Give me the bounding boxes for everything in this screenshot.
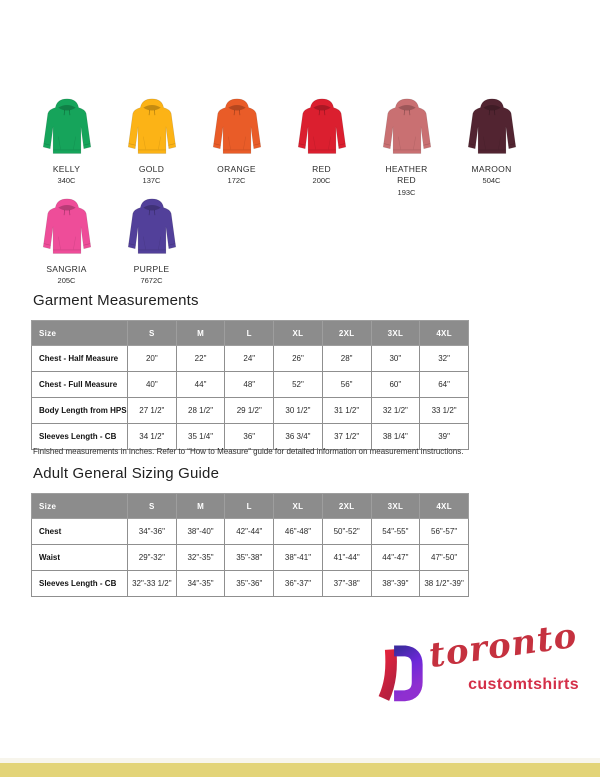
measurement-cell: 40": [128, 372, 177, 398]
color-name: ORANGE: [217, 164, 256, 174]
row-label: Chest: [32, 519, 128, 545]
sizing-guide-table: [31, 493, 469, 597]
measurement-cell: 38 1/2"-39": [420, 571, 469, 597]
pantone-code: 137C: [142, 176, 161, 186]
measurement-cell: 28": [322, 346, 371, 372]
brand-text: [426, 615, 581, 694]
measurement-cell: 29 1/2": [225, 398, 274, 424]
measurement-cell: 34"-36": [128, 519, 177, 545]
measurement-cell: 44"-47": [371, 545, 420, 571]
measurement-cell: 24": [225, 346, 274, 372]
color-name: PURPLE: [133, 264, 170, 274]
hoodie-icon: [463, 97, 521, 160]
brand-subtitle: customtshirts: [468, 676, 580, 694]
column-header: M: [176, 321, 225, 346]
sizing-guide-title: Adult General Sizing Guide: [33, 465, 220, 482]
color-name: MAROON: [471, 164, 512, 174]
measurement-cell: 37"-38": [322, 571, 371, 597]
row-label: Chest - Full Measure: [32, 372, 128, 398]
measurement-cell: 50"-52": [322, 519, 371, 545]
color-swatch: [109, 197, 194, 297]
column-header: 4XL: [420, 494, 469, 519]
measurement-cell: 35"-36": [225, 571, 274, 597]
pantone-code: 172C: [227, 176, 246, 186]
measurement-cell: 37 1/2": [322, 424, 371, 450]
measurement-cell: 22": [176, 346, 225, 372]
tc-monogram-icon: [356, 636, 424, 712]
column-header: 2XL: [322, 321, 371, 346]
measurement-cell: 38"-39": [371, 571, 420, 597]
color-swatch: [24, 197, 109, 297]
measurement-cell: 39": [420, 424, 469, 450]
measurement-cell: 38"-41": [274, 545, 323, 571]
color-swatch: [194, 97, 279, 197]
table-row: [32, 519, 469, 545]
measurement-cell: 46"-48": [274, 519, 323, 545]
measurement-cell: 54"-55": [371, 519, 420, 545]
table-row: [32, 372, 469, 398]
hoodie-icon: [38, 97, 96, 160]
color-swatch: [364, 97, 449, 197]
color-swatches: [24, 97, 540, 297]
color-swatch: [279, 97, 364, 197]
measurement-cell: 44": [176, 372, 225, 398]
measurement-cell: 41"-44": [322, 545, 371, 571]
header-row: [32, 321, 469, 346]
color-name: SANGRIA: [46, 264, 87, 274]
measurement-cell: 32": [420, 346, 469, 372]
pantone-code: 504C: [482, 176, 501, 186]
column-header: L: [225, 321, 274, 346]
measurement-cell: 36 3/4": [274, 424, 323, 450]
hoodie-icon: [378, 97, 436, 160]
measurement-cell: 26": [274, 346, 323, 372]
measurement-cell: 30 1/2": [274, 398, 323, 424]
measurement-cell: 33 1/2": [420, 398, 469, 424]
hoodie-icon: [123, 97, 181, 160]
hoodie-icon: [293, 97, 351, 160]
row-label: Sleeves Length - CB: [32, 571, 128, 597]
measurement-cell: 32"-35": [176, 545, 225, 571]
column-header: Size: [32, 321, 128, 346]
row-label: Waist: [32, 545, 128, 571]
measurement-cell: 34"-35": [176, 571, 225, 597]
color-name: GOLD: [138, 164, 165, 174]
header-row: [32, 494, 469, 519]
measurement-cell: 35"-38": [225, 545, 274, 571]
row-label: Body Length from HPS: [32, 398, 128, 424]
brand-logo: [356, 615, 581, 712]
hoodie-icon: [38, 197, 96, 260]
measurement-cell: 32"-33 1/2": [128, 571, 177, 597]
column-header: M: [176, 494, 225, 519]
garment-measurements-table: [31, 320, 469, 450]
row-label: Chest - Half Measure: [32, 346, 128, 372]
measurement-cell: 48": [225, 372, 274, 398]
column-header: L: [225, 494, 274, 519]
measurement-cell: 38"-40": [176, 519, 225, 545]
measurement-cell: 56"-57": [420, 519, 469, 545]
table-row: [32, 346, 469, 372]
measurement-cell: 34 1/2": [128, 424, 177, 450]
measurement-cell: 42"-44": [225, 519, 274, 545]
brand-name: toronto: [426, 615, 580, 676]
measurement-cell: 56": [322, 372, 371, 398]
measurement-cell: 47"-50": [420, 545, 469, 571]
table-row: [32, 424, 469, 450]
garment-measurements-title: Garment Measurements: [33, 292, 199, 309]
table-row: [32, 545, 469, 571]
hoodie-icon: [123, 197, 181, 260]
pantone-code: 193C: [397, 187, 416, 197]
color-name: KELLY: [52, 164, 81, 174]
column-header: 4XL: [420, 321, 469, 346]
color-name: RED: [312, 164, 331, 174]
measurement-cell: 27 1/2": [128, 398, 177, 424]
measurement-cell: 52": [274, 372, 323, 398]
column-header: S: [128, 494, 177, 519]
measurement-cell: 38 1/4": [371, 424, 420, 450]
column-header: 2XL: [322, 494, 371, 519]
column-header: XL: [274, 321, 323, 346]
measurement-cell: 28 1/2": [176, 398, 225, 424]
column-header: XL: [274, 494, 323, 519]
measurement-cell: 60": [371, 372, 420, 398]
table-row: [32, 398, 469, 424]
measurement-cell: 32 1/2": [371, 398, 420, 424]
color-swatch: [449, 97, 534, 197]
color-name: HEATHER RED: [385, 164, 428, 186]
hoodie-icon: [208, 97, 266, 160]
measurement-cell: 64": [420, 372, 469, 398]
measurement-cell: 30": [371, 346, 420, 372]
column-header: S: [128, 321, 177, 346]
measurement-cell: 31 1/2": [322, 398, 371, 424]
column-header: Size: [32, 494, 128, 519]
pantone-code: 205C: [57, 276, 76, 286]
pantone-code: 200C: [312, 176, 331, 186]
pantone-code: 340C: [57, 176, 76, 186]
measurement-cell: 36": [225, 424, 274, 450]
row-label: Sleeves Length - CB: [32, 424, 128, 450]
footer-accent-band: [0, 763, 600, 777]
pantone-code: 7672C: [140, 276, 163, 286]
column-header: 3XL: [371, 494, 420, 519]
table-row: [32, 571, 469, 597]
color-swatch: [109, 97, 194, 197]
color-swatch: [24, 97, 109, 197]
measurement-cell: 36"-37": [274, 571, 323, 597]
measurement-cell: 29"-32": [128, 545, 177, 571]
measurement-cell: 35 1/4": [176, 424, 225, 450]
measurement-note: Finished measurements in inches. Refer to “How to Measure” guide for detailed information on measurement instructions.: [33, 447, 464, 456]
column-header: 3XL: [371, 321, 420, 346]
measurement-cell: 20": [128, 346, 177, 372]
